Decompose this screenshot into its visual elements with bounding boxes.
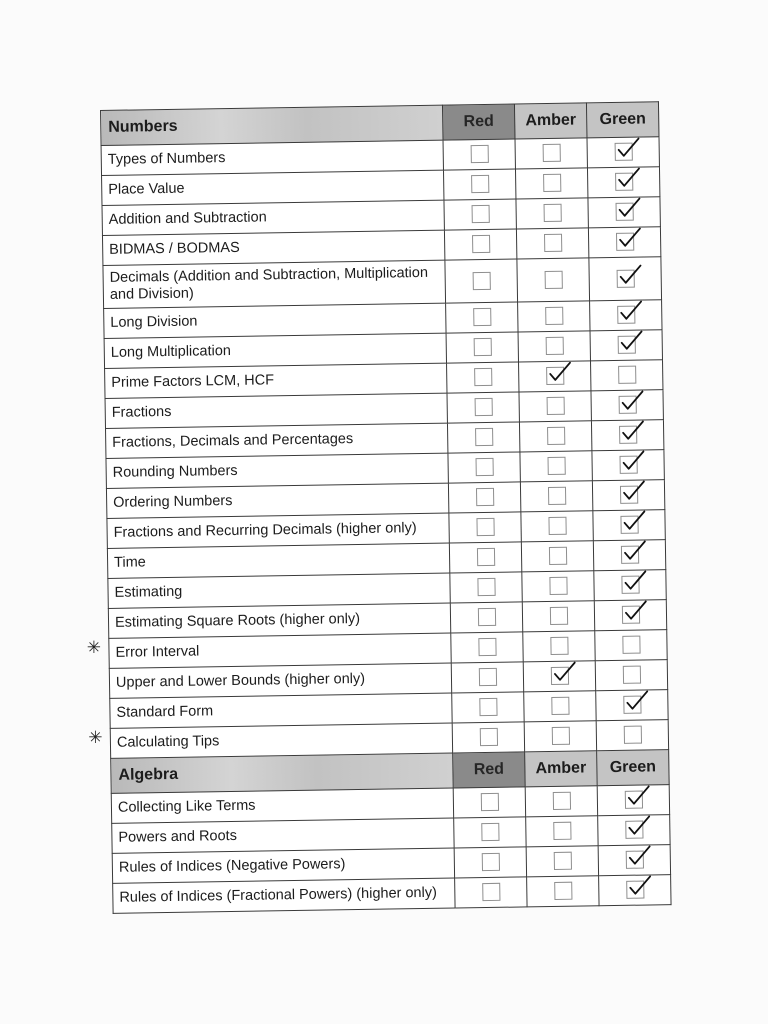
checkbox-amber[interactable] — [543, 204, 561, 222]
rating-cell-green — [591, 360, 663, 391]
column-header-red: Red — [442, 104, 515, 140]
rating-cell-red — [446, 332, 518, 363]
rating-cell-red — [448, 482, 520, 513]
checkbox-red[interactable] — [474, 398, 492, 416]
checkbox-red[interactable] — [471, 175, 489, 193]
rating-cell-amber — [521, 541, 593, 572]
checkmark-icon — [622, 540, 646, 562]
rag-checklist-sheet — [100, 101, 671, 914]
checkbox-red[interactable] — [470, 145, 488, 163]
topic-label: Time — [107, 543, 449, 578]
checkbox-green[interactable] — [617, 306, 635, 324]
rag-table — [100, 101, 672, 914]
checkbox-amber[interactable] — [544, 234, 562, 252]
topic-label: Collecting Like Terms — [111, 788, 453, 823]
rating-cell-amber — [520, 451, 592, 482]
rating-cell-amber — [519, 391, 591, 422]
checkbox-green[interactable] — [623, 696, 641, 714]
checkmark-icon — [626, 785, 650, 807]
checkbox-red[interactable] — [476, 518, 494, 536]
rating-cell-amber — [527, 876, 599, 907]
checkbox-green[interactable] — [614, 143, 632, 161]
checkbox-green[interactable] — [619, 456, 637, 474]
checkbox-red[interactable] — [475, 458, 493, 476]
topic-label: Powers and Roots — [112, 818, 454, 853]
checkbox-green[interactable] — [625, 821, 643, 839]
rating-cell-amber — [524, 691, 596, 722]
checkbox-green[interactable] — [624, 791, 642, 809]
rating-cell-amber — [522, 571, 594, 602]
rating-cell-green — [590, 330, 662, 361]
checkbox-red[interactable] — [477, 578, 495, 596]
rating-cell-red — [443, 169, 515, 200]
rating-cell-green — [596, 720, 668, 751]
rating-cell-amber — [522, 601, 594, 632]
checkmark-icon — [623, 570, 647, 592]
topic-label: Decimals (Addition and Subtraction, Multiplication and Division) — [103, 260, 446, 308]
topic-label: Fractions and Recurring Decimals (higher only) — [107, 513, 449, 548]
checkbox-red[interactable] — [475, 488, 493, 506]
rating-cell-red — [451, 662, 523, 693]
checkbox-amber[interactable] — [546, 397, 564, 415]
checkbox-green[interactable] — [615, 173, 633, 191]
checkbox-amber[interactable] — [553, 822, 571, 840]
checkbox-amber[interactable] — [549, 607, 567, 625]
checkmark-icon — [617, 227, 641, 249]
rating-cell-green — [591, 390, 663, 421]
section-title: Numbers — [101, 105, 444, 145]
topic-label: Error Interval — [109, 633, 451, 668]
rating-cell-red — [446, 302, 518, 333]
checkbox-amber[interactable] — [547, 457, 565, 475]
rating-cell-red — [443, 139, 515, 170]
checkbox-green[interactable] — [626, 881, 644, 899]
rating-cell-green — [594, 570, 666, 601]
topic-label: Rounding Numbers — [106, 453, 448, 488]
checkbox-green[interactable] — [625, 851, 643, 869]
rating-cell-red — [449, 512, 521, 543]
rating-cell-green — [595, 660, 667, 691]
topic-label: Ordering Numbers — [106, 483, 448, 518]
rating-cell-red — [450, 602, 522, 633]
checkmark-icon — [620, 420, 644, 442]
checkbox-amber[interactable] — [551, 727, 569, 745]
topic-label: Estimating — [108, 573, 450, 608]
rating-cell-red — [452, 722, 524, 753]
rating-cell-green — [592, 480, 664, 511]
checkbox-green[interactable] — [620, 516, 638, 534]
checkmark-icon — [552, 661, 576, 683]
checkmark-icon — [627, 845, 651, 867]
rating-cell-amber — [516, 228, 588, 259]
checkmark-icon — [621, 450, 645, 472]
rating-cell-amber — [518, 331, 590, 362]
checkmark-icon — [616, 137, 640, 159]
rating-cell-green — [595, 630, 667, 661]
checkbox-red[interactable] — [482, 883, 500, 901]
checkbox-green[interactable] — [616, 270, 634, 288]
rating-cell-green — [597, 785, 669, 816]
checkbox-red[interactable] — [476, 548, 494, 566]
topic-label: Rules of Indices (Negative Powers) — [112, 848, 454, 883]
section-title: Algebra — [111, 753, 454, 793]
rating-cell-amber — [518, 301, 590, 332]
checkbox-green[interactable] — [621, 606, 639, 624]
checkbox-amber[interactable] — [552, 792, 570, 810]
rating-cell-red — [444, 199, 516, 230]
checkbox-green[interactable] — [620, 546, 638, 564]
checkbox-green[interactable] — [619, 486, 637, 504]
rating-cell-amber — [516, 198, 588, 229]
checkbox-red[interactable] — [481, 853, 499, 871]
rating-cell-red — [447, 422, 519, 453]
rating-cell-red — [452, 692, 524, 723]
checkmark-icon — [619, 300, 643, 322]
rating-cell-red — [451, 632, 523, 663]
rating-cell-green — [587, 137, 659, 168]
rating-cell-amber — [524, 721, 596, 752]
topic-label: Prime Factors LCM, HCF — [105, 363, 447, 398]
checkmark-icon — [617, 197, 641, 219]
rating-cell-green — [593, 540, 665, 571]
checkbox-red[interactable] — [478, 668, 496, 686]
rating-cell-green — [591, 420, 663, 451]
checkbox-green[interactable] — [621, 576, 639, 594]
checkbox-amber[interactable] — [551, 697, 569, 715]
column-header-red: Red — [453, 752, 526, 788]
rating-cell-amber — [523, 661, 595, 692]
checkbox-amber[interactable] — [553, 852, 571, 870]
checkbox-red[interactable] — [477, 608, 495, 626]
checkmark-icon — [628, 875, 652, 897]
asterisk-mark-icon: ✳ — [86, 638, 102, 659]
topic-label: Standard Form — [110, 693, 452, 728]
checkmark-icon — [548, 361, 572, 383]
checkmark-icon — [625, 690, 649, 712]
rating-cell-green — [589, 257, 662, 301]
rating-cell-amber — [519, 421, 591, 452]
asterisk-mark-icon: ✳ — [88, 728, 103, 749]
rating-cell-red — [454, 847, 526, 878]
rating-cell-amber — [525, 786, 597, 817]
checkmark-icon — [619, 330, 643, 352]
rating-cell-red — [450, 572, 522, 603]
checkbox-red[interactable] — [475, 428, 493, 446]
checkbox-red[interactable] — [471, 205, 489, 223]
column-header-amber: Amber — [525, 751, 598, 787]
checkbox-amber[interactable] — [550, 637, 568, 655]
rating-cell-red — [448, 452, 520, 483]
checkbox-green[interactable] — [623, 726, 641, 744]
rating-cell-amber — [523, 631, 595, 662]
checkbox-amber[interactable] — [544, 271, 562, 289]
rating-cell-red — [453, 787, 525, 818]
topic-label: Long Multiplication — [104, 333, 446, 368]
rating-cell-green — [596, 690, 668, 721]
rating-cell-green — [599, 875, 671, 906]
rating-cell-green — [593, 510, 665, 541]
rating-cell-green — [588, 197, 660, 228]
topic-label: Fractions — [105, 393, 447, 428]
rating-cell-green — [594, 600, 666, 631]
rating-cell-amber — [515, 138, 587, 169]
topic-label: Rules of Indices (Fractional Powers) (higher only) — [113, 878, 455, 913]
checkbox-green[interactable] — [619, 426, 637, 444]
checkbox-amber[interactable] — [545, 307, 563, 325]
rating-cell-red — [447, 362, 519, 393]
checkbox-amber[interactable] — [550, 667, 568, 685]
topic-label: Fractions, Decimals and Percentages — [106, 423, 448, 458]
checkmark-icon — [618, 263, 642, 285]
column-header-green: Green — [586, 102, 659, 138]
column-header-green: Green — [597, 750, 670, 786]
rating-cell-red — [449, 542, 521, 573]
topic-label: Estimating Square Roots (higher only) — [108, 603, 450, 638]
topic-label: Upper and Lower Bounds (higher only) — [109, 663, 451, 698]
rating-cell-green — [588, 227, 660, 258]
checkmark-icon — [621, 480, 645, 502]
checkmark-icon — [627, 815, 651, 837]
rating-cell-green — [598, 815, 670, 846]
rating-cell-green — [590, 300, 662, 331]
rating-cell-amber — [517, 258, 590, 302]
checkbox-amber[interactable] — [554, 882, 572, 900]
checkbox-green[interactable] — [618, 396, 636, 414]
checkbox-amber[interactable] — [542, 144, 560, 162]
rating-cell-red — [444, 229, 516, 260]
rating-cell-red — [445, 259, 518, 303]
checkbox-red[interactable] — [472, 272, 490, 290]
rating-cell-green — [587, 167, 659, 198]
rating-cell-red — [454, 817, 526, 848]
checkbox-red[interactable] — [479, 728, 497, 746]
topic-label: Long Division — [104, 303, 446, 338]
checkbox-red[interactable] — [474, 368, 492, 386]
checkbox-red[interactable] — [480, 793, 498, 811]
checkbox-amber[interactable] — [547, 427, 565, 445]
checkbox-amber[interactable] — [547, 487, 565, 505]
checkbox-green[interactable] — [622, 636, 640, 654]
topic-label: BIDMAS / BODMAS — [102, 230, 444, 265]
checkbox-amber[interactable] — [546, 367, 564, 385]
rating-cell-red — [455, 877, 527, 908]
checkbox-amber[interactable] — [548, 517, 566, 535]
checkbox-red[interactable] — [481, 823, 499, 841]
checkbox-green[interactable] — [622, 666, 640, 684]
checkmark-icon — [623, 600, 647, 622]
rating-cell-amber — [521, 511, 593, 542]
checkbox-green[interactable] — [616, 233, 634, 251]
checkbox-amber[interactable] — [545, 337, 563, 355]
checkbox-amber[interactable] — [548, 547, 566, 565]
checkbox-red[interactable] — [473, 338, 491, 356]
checkmark-icon — [620, 390, 644, 412]
checkmark-icon — [616, 167, 640, 189]
checkmark-icon — [622, 510, 646, 532]
rating-cell-green — [598, 845, 670, 876]
topic-label: Types of Numbers — [101, 140, 443, 175]
rating-cell-amber — [520, 481, 592, 512]
column-header-amber: Amber — [514, 103, 587, 139]
rating-cell-amber — [526, 846, 598, 877]
rating-cell-amber — [515, 168, 587, 199]
rating-cell-amber — [519, 361, 591, 392]
topic-label: Addition and Subtraction — [102, 200, 444, 235]
checkbox-green[interactable] — [618, 366, 636, 384]
topic-label: Place Value — [102, 170, 444, 205]
checkbox-red[interactable] — [473, 308, 491, 326]
checkbox-green[interactable] — [617, 336, 635, 354]
rating-cell-red — [447, 392, 519, 423]
checkbox-green[interactable] — [615, 203, 633, 221]
checkbox-red[interactable] — [472, 235, 490, 253]
checkbox-amber[interactable] — [543, 174, 561, 192]
topic-label: Calculating Tips — [110, 723, 452, 758]
checkbox-red[interactable] — [478, 638, 496, 656]
rating-cell-green — [592, 450, 664, 481]
checkbox-amber[interactable] — [549, 577, 567, 595]
checkbox-red[interactable] — [479, 698, 497, 716]
rating-cell-amber — [526, 816, 598, 847]
